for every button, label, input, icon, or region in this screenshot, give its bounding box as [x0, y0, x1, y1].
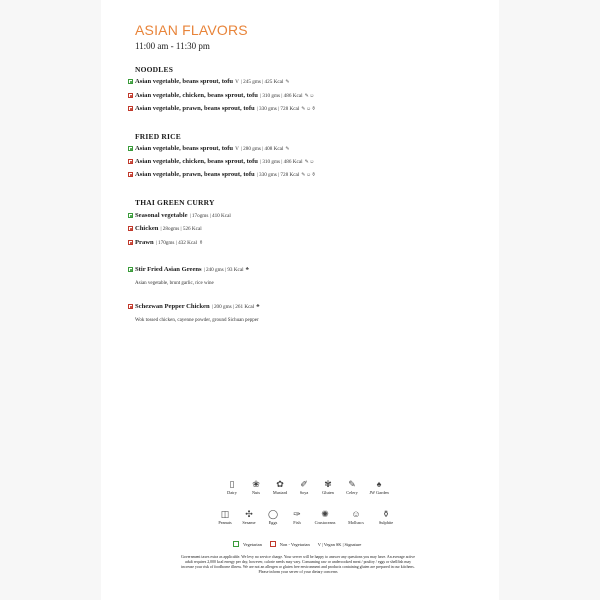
- allergen-icons: ✎: [285, 146, 291, 152]
- dish-meta: | 170gms | 432 Kcal: [155, 239, 197, 246]
- dish-tag: V: [235, 145, 239, 152]
- dish-name: Asian vegetable, chicken, beans sprout, tofu: [135, 92, 258, 99]
- nonveg-mark-icon: [128, 304, 133, 309]
- garden-icon: ♠: [376, 479, 382, 489]
- allergen-icons: ✎☺⚱: [301, 106, 317, 112]
- menu-item-special: [128, 303, 260, 310]
- veg-mark-icon: [128, 146, 133, 151]
- dish-name: Asian vegetable, beans sprout, tofu: [135, 78, 234, 85]
- legend-molluscs: ☺ Molluscs: [341, 509, 371, 525]
- dish-name: Chicken: [135, 225, 159, 232]
- soya-icon: ✐: [300, 479, 308, 489]
- dish-tag: V: [235, 78, 239, 85]
- menu-item: [128, 212, 231, 219]
- allergen-legend-row-2: [213, 509, 401, 525]
- legend-fish: ✑ Fish: [285, 509, 309, 525]
- section-title-thai-green-curry: THAI GREEN CURRY: [135, 198, 215, 207]
- nonveg-mark-icon: [128, 159, 133, 164]
- garden-icon: ♣: [256, 304, 260, 309]
- veg-mark-icon: [128, 267, 133, 272]
- allergen-icons: ✎☺: [304, 159, 315, 165]
- legend-nuts: ❀ Nuts: [244, 479, 268, 495]
- dish-name: Asian vegetable, prawn, beans sprout, tofu: [135, 105, 255, 112]
- allergen-icons: ✎: [285, 79, 291, 85]
- key-nonveg-label: Non - Vegetarian: [279, 541, 310, 547]
- legend-celery: ✎ Celery: [340, 479, 364, 495]
- nonveg-mark-icon: [128, 172, 133, 177]
- legend-jw-garden: ♠ JW Garden: [364, 479, 394, 495]
- disclaimer-note: Government taxes extra as applicable. We levy no service charge. Your server will be happy to answer any questions you may have. An average active adult requires 2,000 kcal energy per day, however, calorie needs may vary. Consuming raw or undercooked meat / poultry / eggs or shellfish may increase your risk of foodborne illness. We are not an allergen or gluten free environment and products containing gluten are prepared in our kitchens. Please inform your server of your dietary concerns: [181, 555, 415, 574]
- legend-crustaceans: ✺ Crustaceans: [309, 509, 341, 525]
- mollusc-icon: ☺: [351, 509, 361, 519]
- sulphite-icon: ⚱: [382, 509, 390, 519]
- fish-icon: ✑: [293, 509, 301, 519]
- dish-meta: | 280 gms | 408 Kcal: [240, 145, 284, 152]
- crustacean-icon: ✺: [321, 509, 329, 519]
- legend-sesame: ✣ Sesame: [237, 509, 261, 525]
- sesame-icon: ✣: [245, 509, 253, 519]
- legend-gluten: ✾ Gluten: [316, 479, 340, 495]
- menu-item: [128, 78, 290, 85]
- dish-name: Prawn: [135, 239, 154, 246]
- nonveg-mark-icon: [128, 240, 133, 245]
- menu-title: ASIAN FLAVORS: [135, 22, 248, 38]
- allergen-icons: ✎☺⚱: [301, 172, 317, 178]
- dish-meta: | 310 gms | 486 Kcal: [259, 92, 303, 99]
- legend-mustard: ✿ Mustard: [268, 479, 292, 495]
- dish-meta: | 200 gms | 261 Kcal: [211, 303, 255, 310]
- dish-meta: | 28ogms | 526 Kcal: [160, 225, 202, 232]
- veg-mark-icon: [128, 79, 133, 84]
- celery-icon: ✎: [348, 479, 356, 489]
- legend-dairy: ▯ Dairy: [220, 479, 244, 495]
- menu-item: [128, 145, 290, 152]
- menu-item-special: [128, 266, 249, 273]
- dish-name: Asian vegetable, beans sprout, tofu: [135, 145, 234, 152]
- menu-item: [128, 92, 315, 99]
- dish-name: Seasonal vegetable: [135, 212, 188, 219]
- section-title-fried-rice: FRIED RICE: [135, 132, 181, 141]
- dish-description: Wok tossed chicken, cayenne powder, ground Sichuan pepper: [135, 318, 259, 323]
- nonveg-mark-icon: [128, 93, 133, 98]
- menu-item: [128, 225, 202, 232]
- nuts-icon: ❀: [252, 479, 260, 489]
- menu-item: [128, 105, 316, 112]
- nonveg-mark-icon: [128, 106, 133, 111]
- key-tags-label: V | Vegan SK | Signature: [317, 541, 362, 547]
- allergen-legend-row-1: [220, 479, 394, 495]
- gluten-icon: ✾: [324, 479, 332, 489]
- section-title-noodles: NOODLES: [135, 65, 174, 74]
- dish-description: Asian vegetable, brunt garlic, rice wine: [135, 281, 214, 286]
- dish-meta: | 17ogms | 410 Kcal: [189, 212, 231, 219]
- dish-meta: | 240 gms | 93 Kcal: [203, 266, 244, 273]
- garden-icon: ♣: [245, 267, 250, 272]
- dish-meta: | 330 gms | 728 Kcal: [256, 105, 300, 112]
- dish-name: Stir Fried Asian Greens: [135, 266, 202, 273]
- legend-soya: ✐ Soya: [292, 479, 316, 495]
- mustard-icon: ✿: [276, 479, 284, 489]
- opening-hours: 11:00 am - 11:30 pm: [135, 41, 210, 51]
- menu-item: [128, 171, 316, 178]
- key-veg-label: Vegetarian: [243, 541, 262, 547]
- dish-meta: | 310 gms | 486 Kcal: [259, 158, 303, 165]
- nonveg-mark-icon: [128, 226, 133, 231]
- menu-item: [128, 239, 204, 246]
- legend-peanuts: ◫ Peanuts: [213, 509, 237, 525]
- menu-item: [128, 158, 315, 165]
- nonveg-mark-icon: [270, 541, 276, 547]
- dish-meta: | 245 gms | 425 Kcal: [240, 78, 284, 85]
- dish-name: Asian vegetable, chicken, beans sprout, tofu: [135, 158, 258, 165]
- legend-eggs: ◯ Eggs: [261, 509, 285, 525]
- dish-name: Asian vegetable, prawn, beans sprout, tofu: [135, 171, 255, 178]
- egg-icon: ◯: [267, 509, 279, 519]
- dish-meta: | 330 gms | 728 Kcal: [256, 171, 300, 178]
- veg-mark-icon: [128, 213, 133, 218]
- allergen-icons: ✎☺: [304, 93, 315, 99]
- milk-icon: ▯: [229, 479, 235, 489]
- veg-mark-icon: [233, 541, 239, 547]
- dish-name: Schezwan Pepper Chicken: [135, 303, 210, 310]
- peanuts-icon: ◫: [220, 509, 230, 519]
- diet-key: [233, 541, 361, 547]
- legend-sulphite: ⚱ Sulphite: [371, 509, 401, 525]
- allergen-icons: ⚱: [198, 240, 204, 246]
